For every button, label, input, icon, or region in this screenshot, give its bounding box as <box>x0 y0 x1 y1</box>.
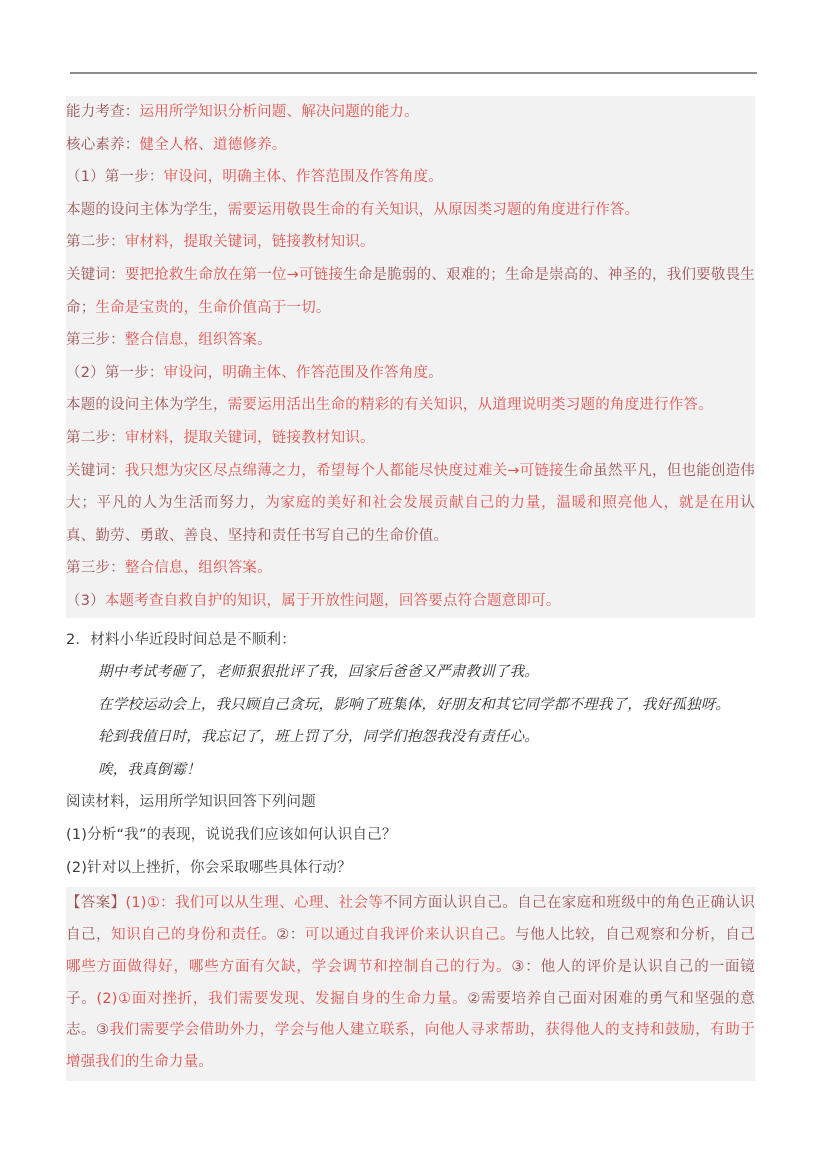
analysis-paragraph <box>66 129 755 162</box>
question-number-heading: 2．材料小华近段时间总是不顺利： <box>66 631 296 648</box>
text-segment: 我们需要学会借助外力，学会与他人建立联系，向他人寻求帮助，获得他人的支持和鼓励，有助于增强我们的生命力量。 <box>66 1022 755 1071</box>
text-segment: 本题考查自救自护的知识，属于开放性问题，回答要点符合题意即可。 <box>104 592 561 609</box>
text-segment: 生命是宝贵的，生命价值高于一切。 <box>95 299 331 316</box>
analysis-paragraph <box>66 259 755 324</box>
sub-question-line: (2)针对以上挫折，你会采取哪些具体行动？ <box>66 859 352 876</box>
text-segment: 需要运用敬畏生命的有关知识，从原因类习题的角度进行作答。 <box>227 201 640 218</box>
material-quote-line: 期中考试考砸了，老师狠狠批评了我，回家后爸爸又严肃教训了我。 <box>98 664 539 681</box>
text-segment: 能力考查： <box>66 104 140 120</box>
text-segment: 关键词： <box>66 462 125 479</box>
analysis-paragraph <box>66 455 755 553</box>
text-segment: 本题的设问主体为学生， <box>66 397 228 414</box>
text-segment: 核心素养： <box>66 136 140 153</box>
analysis-paragraph <box>66 96 755 129</box>
text-segment: 不同方面认识自己。自己在家庭和班级中的角色正确认识自己， <box>66 895 755 944</box>
answer-key-block <box>66 887 755 1081</box>
text-segment: 第二步： <box>66 429 125 446</box>
analysis-paragraph <box>66 389 755 422</box>
analysis-paragraph <box>66 357 755 390</box>
material-quote-line: 唉，我真倒霉！ <box>98 761 201 778</box>
text-segment: ③：他人的评价是认识自己的一面镜子。 <box>66 958 755 1007</box>
analysis-paragraph <box>66 194 755 227</box>
text-segment: 与他人比较，自己观察和分析，自己 <box>515 927 756 944</box>
text-segment: 哪些方面做得好，哪些方面有欠缺，学会调节和控制自己的行为。 <box>66 958 512 975</box>
text-segment: （2）第一步： <box>66 364 164 381</box>
analysis-paragraph <box>66 226 755 259</box>
text-segment: 需要运用活出生命的精彩的有关知识，从道理说明类习题的角度进行作答。 <box>227 397 713 414</box>
text-segment: 生命虽然平凡，但也能创造伟大；平凡的人为生活而努力， <box>66 462 755 512</box>
text-segment: 知识自己的身份和责任。 <box>111 927 277 944</box>
text-segment: ②需要培养自己面对困难的勇气和坚强的意志。③ <box>66 990 755 1039</box>
text-segment: 生命是脆弱的、艰难的；生命是崇高的、神圣的，我们要敬畏生命； <box>66 266 755 316</box>
answer-text <box>66 888 755 1079</box>
text-segment: 关键词： <box>66 266 125 283</box>
material-quote-lines <box>66 656 755 786</box>
text-segment: 认真、勤劳、勇敢、善良、坚持和责任书写自己的生命价值。 <box>66 495 755 544</box>
header-divider-line <box>70 72 757 74</box>
question-section <box>66 624 755 885</box>
text-segment: 要把抢救生命放在第一位→可链接 <box>124 266 344 283</box>
text-segment: （1）第一步： <box>66 169 164 186</box>
analysis-paragraph <box>66 552 755 585</box>
text-segment: 健全人格、道德修养。 <box>139 136 287 153</box>
analysis-paragraph <box>66 161 755 194</box>
sub-question-line: (1)分析“我”的表现，说说我们应该如何认识自己？ <box>66 827 397 844</box>
analysis-paragraph <box>66 585 755 618</box>
text-segment: 审材料，提取关键词，链接教材知识。 <box>124 429 375 446</box>
analysis-paragraph <box>66 422 755 455</box>
text-segment: 为家庭的美好和社会发展贡献自己的力量，温暖和照亮他人，就是在用 <box>265 495 741 512</box>
sub-question-lines <box>66 819 755 884</box>
text-segment: 审设问，明确主体、作答范围及作答角度。 <box>163 364 443 381</box>
text-segment: 第二步： <box>66 234 125 251</box>
text-segment: （3） <box>66 592 105 609</box>
text-segment: (2)①面对挫折，我们需要发现、发掘自身的生命力量。 <box>96 990 468 1007</box>
text-segment: 审设问，明确主体、作答范围及作答角度。 <box>163 169 443 186</box>
text-segment: 第三步： <box>66 560 125 577</box>
analysis-paragraph <box>66 324 755 357</box>
text-segment: 运用所学知识分析问题、解决问题的能力。 <box>139 104 419 120</box>
text-segment: 审材料，提取关键词，链接教材知识。 <box>124 234 375 251</box>
material-quote-line: 在学校运动会上，我只顾自己贪玩，影响了班集体，好朋友和其它同学都不理我了，我好孤独呀。 <box>98 696 731 713</box>
answer-analysis-block <box>66 96 755 618</box>
material-quote-line: 轮到我值日时，我忘记了，班上罚了分，同学们抱怨我没有责任心。 <box>98 729 539 746</box>
text-segment: 可以通过自我评价来认识自己。 <box>304 927 516 944</box>
text-segment: 整合信息，组织答案。 <box>124 560 272 577</box>
text-segment: (1)①：我们可以从生理、心理、社会等 <box>125 895 384 912</box>
text-segment: 本题的设问主体为学生， <box>66 201 228 218</box>
text-segment: 【答案】 <box>66 895 126 912</box>
text-segment: 整合信息，组织答案。 <box>124 332 272 349</box>
text-segment: 第三步： <box>66 332 125 349</box>
text-segment: ②： <box>276 927 305 944</box>
text-segment: 我只想为灾区尽点绵薄之力，希望每个人都能尽快度过难关→可链接 <box>124 462 564 479</box>
instruction-line: 阅读材料，运用所学知识回答下列问题 <box>66 794 316 811</box>
